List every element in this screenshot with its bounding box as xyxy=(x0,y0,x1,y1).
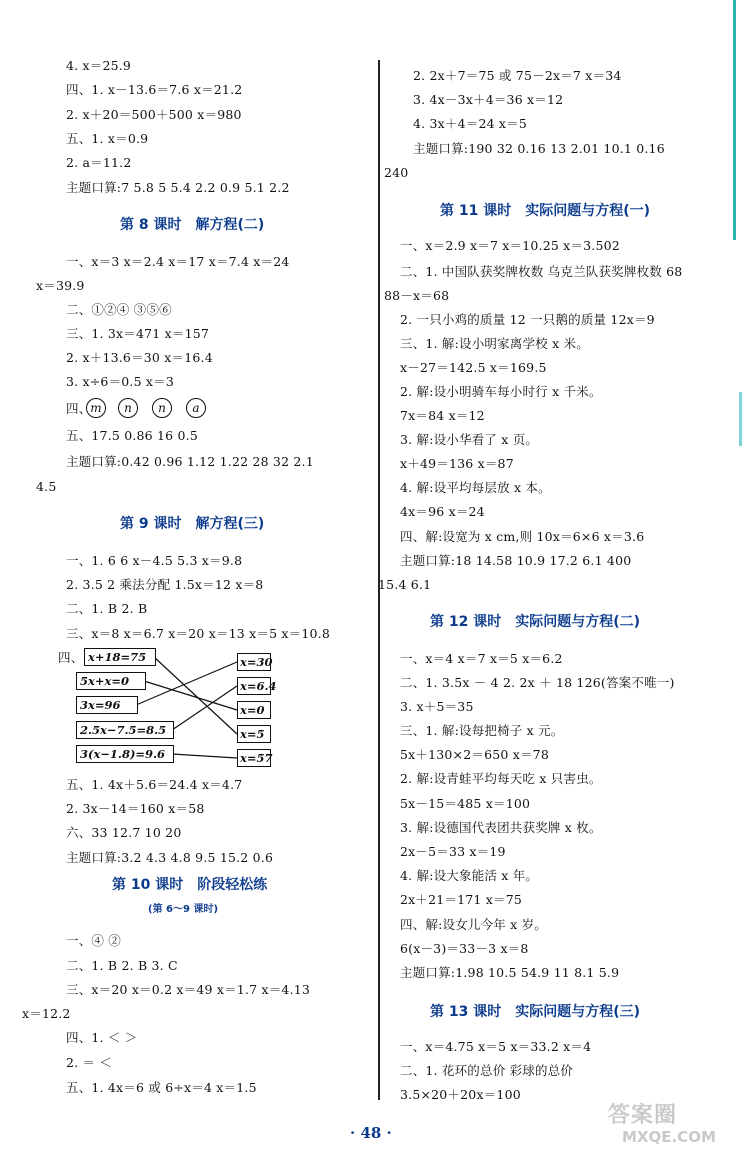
text-line: 2x－5＝33 x＝19 xyxy=(400,844,506,859)
text-line: 三、x＝20 x＝0.2 x＝49 x＝1.7 x＝4.13 xyxy=(66,982,311,997)
text-line: 三、1. 解:设小明家离学校 x 米。 xyxy=(400,336,589,351)
text-line: 7x＝84 x＝12 xyxy=(400,408,485,423)
lesson-number: 第 9 课时 xyxy=(120,516,182,532)
text-line: 2. x＋13.6＝30 x＝16.4 xyxy=(66,350,213,365)
section-heading-lesson-12 xyxy=(430,611,640,631)
text-line: 一、x＝4.75 x＝5 x＝33.2 x＝4 xyxy=(400,1039,592,1054)
lesson-title: 阶段轻松练 xyxy=(197,877,268,893)
text-line: 一、x＝3 x＝2.4 x＝17 x＝7.4 x＝24 xyxy=(66,254,290,269)
text-line: 四、 xyxy=(66,401,92,416)
circled-letter: m xyxy=(86,398,106,418)
watermark-url: MXQE.COM xyxy=(622,1128,716,1146)
section-heading-lesson-11 xyxy=(440,200,650,220)
lesson-number: 第 13 课时 xyxy=(430,1004,502,1020)
text-line: 2. 3.5 2 乘法分配 1.5x＝12 x＝8 xyxy=(66,577,264,592)
edge-decoration xyxy=(733,0,736,240)
text-line: 三、1. 解:设每把椅子 x 元。 xyxy=(400,723,564,738)
text-line: 240 xyxy=(384,165,409,180)
lesson-number: 第 10 课时 xyxy=(112,877,184,893)
text-line: 二、1. 中国队获奖牌枚数 乌克兰队获奖牌枚数 68 xyxy=(400,264,683,279)
text-line: 3. 解:设德国代表团共获奖牌 x 枚。 xyxy=(400,820,602,835)
solution-box: x=30 xyxy=(237,653,271,671)
text-line: 4.5 xyxy=(36,479,57,494)
text-line: 2. 一只小鸡的质量 12 一只鹅的质量 12x＝9 xyxy=(400,312,655,327)
lesson-number: 第 8 课时 xyxy=(120,217,182,233)
section-heading-lesson-8 xyxy=(120,214,264,234)
lesson-number: 第 12 课时 xyxy=(430,614,502,630)
circled-letter: n xyxy=(118,398,138,418)
text-line: x＋49＝136 x＝87 xyxy=(400,456,514,471)
page-number: · 48 · xyxy=(350,1124,392,1142)
section-heading-lesson-9 xyxy=(120,513,264,533)
text-line: 4. x＝25.9 xyxy=(66,58,132,73)
section-heading-lesson-10 xyxy=(112,874,267,894)
text-line: x－27＝142.5 x＝169.5 xyxy=(400,360,547,375)
equation-box: 3(x−1.8)=9.6 xyxy=(76,745,174,763)
equation-box: 3x=96 xyxy=(76,696,138,714)
text-line: 主题口算:190 32 0.16 13 2.01 10.1 0.16 xyxy=(413,141,665,156)
text-line: 四、解:设宽为 x cm,则 10x＝6×6 x＝3.6 xyxy=(400,529,645,544)
text-line: x＝12.2 xyxy=(22,1006,71,1021)
text-line: 四、1. x－13.6＝7.6 x＝21.2 xyxy=(66,82,243,97)
text-line: 五、1. 4x＋5.6＝24.4 x＝4.7 xyxy=(66,777,243,792)
text-line: 4. 解:设大象能活 x 年。 xyxy=(400,868,539,883)
text-line: 3. 解:设小华看了 x 页。 xyxy=(400,432,539,447)
lesson-title: 实际问题与方程(一) xyxy=(525,203,651,219)
text-line: 五、1. x＝0.9 xyxy=(66,131,149,146)
text-line: 5x＋130×2＝650 x＝78 xyxy=(400,747,549,762)
lesson-title: 实际问题与方程(二) xyxy=(515,614,641,630)
text-line: 四、1. ＜ ＞ xyxy=(66,1030,138,1045)
text-line: 三、x＝8 x＝6.7 x＝20 x＝13 x＝5 x＝10.8 xyxy=(66,626,330,641)
text-line: 一、④ ② xyxy=(66,933,121,948)
text-line: 2x＋21＝171 x＝75 xyxy=(400,892,522,907)
watermark-logo: 答案圈 xyxy=(608,1103,678,1128)
text-line: 4. 解:设平均每层放 x 本。 xyxy=(400,480,551,495)
section-subheading: (第 6～9 课时) xyxy=(148,904,219,915)
matching-diagram xyxy=(62,646,302,770)
text-line: x＝39.9 xyxy=(36,278,85,293)
text-line: 一、x＝4 x＝7 x＝5 x＝6.2 xyxy=(400,651,563,666)
solution-box: x=6.4 xyxy=(237,677,271,695)
text-line: 3. x＋5＝35 xyxy=(400,699,474,714)
text-line: 2. 2x＋7＝75 或 75－2x＝7 x＝34 xyxy=(413,68,622,83)
text-line: 一、x＝2.9 x＝7 x＝10.25 x＝3.502 xyxy=(400,238,620,253)
equation-box: 5x+x=0 xyxy=(76,672,146,690)
lesson-title: 解方程(二) xyxy=(195,217,265,233)
lesson-title: 实际问题与方程(三) xyxy=(515,1004,641,1020)
text-line: 2. ＝ ＜ xyxy=(66,1055,113,1070)
text-line: 四、解:设女儿今年 x 岁。 xyxy=(400,917,548,932)
text-line: 88－x＝68 xyxy=(384,288,450,303)
text-line: 五、17.5 0.86 16 0.5 xyxy=(66,428,198,443)
text-line: 二、1. 花环的总价 彩球的总价 xyxy=(400,1063,574,1078)
text-line: 2. 解:设小明骑车每小时行 x 千米。 xyxy=(400,384,602,399)
text-line: 3. 4x－3x＋4＝36 x＝12 xyxy=(413,92,564,107)
text-line: 3.5×20＋20x＝100 xyxy=(400,1087,521,1102)
section-heading-lesson-13 xyxy=(430,1001,640,1021)
text-line: 主题口算:0.42 0.96 1.12 1.22 28 32 2.1 xyxy=(66,454,314,469)
text-line: 主题口算:7 5.8 5 5.4 2.2 0.9 5.1 2.2 xyxy=(66,180,290,195)
text-line: 主题口算:18 14.58 10.9 17.2 6.1 400 xyxy=(400,553,632,568)
equation-box: x+18=75 xyxy=(84,648,156,666)
solution-box: x=0 xyxy=(237,701,271,719)
text-line: 4x＝96 x＝24 xyxy=(400,504,485,519)
text-line: 3. x÷6＝0.5 x＝3 xyxy=(66,374,175,389)
text-line: 二、1. 3.5x － 4 2. 2x ＋ 18 126(答案不唯一) xyxy=(400,675,675,690)
circled-letter: a xyxy=(186,398,206,418)
circled-letter: n xyxy=(152,398,172,418)
text-line: 2. 3x－14＝160 x＝58 xyxy=(66,801,205,816)
text-line: 四、 xyxy=(58,650,84,665)
text-line: 五、1. 4x＝6 或 6÷x＝4 x＝1.5 xyxy=(66,1080,257,1095)
text-line: 15.4 6.1 xyxy=(378,577,432,592)
text-line: 2. 解:设青蛙平均每天吃 x 只害虫。 xyxy=(400,771,602,786)
text-line: 二、1. B 2. B 3. C xyxy=(66,958,178,973)
text-line: 主题口算:3.2 4.3 4.8 9.5 15.2 0.6 xyxy=(66,850,274,865)
lesson-number: 第 11 课时 xyxy=(440,203,512,219)
text-line: 6(x－3)＝33－3 x＝8 xyxy=(400,941,529,956)
text-line: 二、①②④ ③⑤⑥ xyxy=(66,302,172,317)
text-line: 主题口算:1.98 10.5 54.9 11 8.1 5.9 xyxy=(400,965,620,980)
text-line: 二、1. B 2. B xyxy=(66,601,148,616)
equation-box: 2.5x−7.5=8.5 xyxy=(76,721,174,739)
text-line: 2. a＝11.2 xyxy=(66,155,132,170)
text-line: 5x－15＝485 x＝100 xyxy=(400,796,531,811)
text-line: 六、33 12.7 10 20 xyxy=(66,825,182,840)
text-line: 三、1. 3x＝471 x＝157 xyxy=(66,326,210,341)
solution-box: x=57 xyxy=(237,749,271,767)
text-line: 2. x＋20＝500＋500 x＝980 xyxy=(66,107,242,122)
text-line: 4. 3x＋4＝24 x＝5 xyxy=(413,116,528,131)
text-line: 一、1. 6 6 x－4.5 5.3 x＝9.8 xyxy=(66,553,243,568)
lesson-title: 解方程(三) xyxy=(195,516,265,532)
solution-box: x=5 xyxy=(237,725,271,743)
edge-decoration-2 xyxy=(739,392,742,446)
